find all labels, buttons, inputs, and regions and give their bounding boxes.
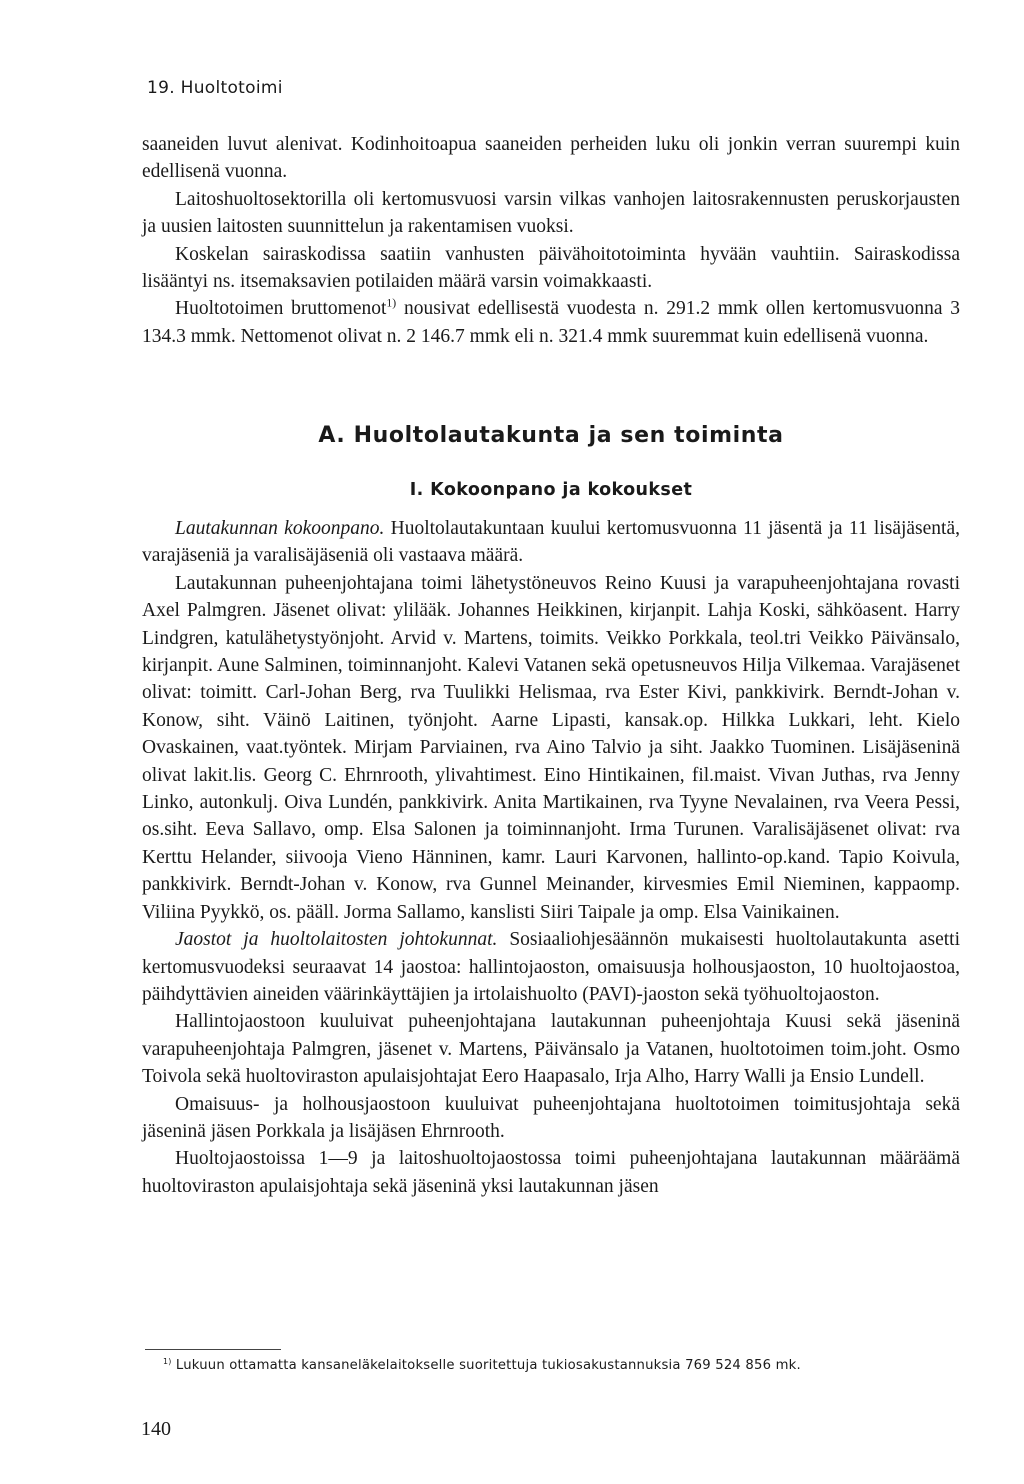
paragraph: Omaisuus- ja holhousjaostoon kuuluivat puheenjohtajana huoltotoimen toimitusjohtaja sekä jäseninä jäsen Porkkala ja lisäjäsen Ehrnrooth.: [142, 1093, 960, 1142]
footnote-mark: 1): [163, 1356, 172, 1366]
section-title: A. Huoltolautakunta ja sen toiminta: [318, 423, 784, 448]
footnote-reference[interactable]: 1): [386, 296, 397, 310]
paragraph: Hallintojaostoon kuuluivat puheenjohtajana lautakunnan puheenjohtaja Kuusi sekä jäseninä varapuheenjohtaja Palmgren, jäsenet v. Martens, Päivänsalo ja Vatanen, huoltotoimen toim.joht. Osmo Toivola sekä huoltoviraston apulaisjohtajat Eero Haapasalo, Irja Alho, Harry Walli ja Ensio Lundell.: [142, 1011, 960, 1088]
run-in-heading: Jaostot ja huoltolaitosten johtokunnat.: [175, 929, 498, 951]
running-head: 19. Huoltotoimi: [147, 78, 283, 98]
paragraph: saaneiden luvut alenivat. Kodinhoitoapua saaneiden perheiden luku oli jonkin verran suurempi kuin edellisenä vuonna.: [142, 134, 960, 183]
intro-text-block: [142, 131, 960, 350]
paragraph-text: nousivat edellisestä vuodesta n. 291.2 mmk ollen kertomusvuonna 3 134.3 mmk. Nettomenot olivat n. 2 146.7 mmk eli n. 321.4 mmk suuremmat kuin edellisenä vuonna.: [142, 298, 960, 347]
paragraph: Lautakunnan puheenjohtajana toimi lähetystöneuvos Reino Kuusi ja varapuheenjohtajana rovasti Axel Palmgren. Jäsenet olivat: ylilääk. Johannes Heikkinen, kirjanpit. Lahja Koski, sähköasent. Harry Lindgren, katulähetystyönjoht. Arvid v. Martens, toimits. Veikko Porkkala, teol.tri Veikko Päivänsalo, kirjanpit. Aune Salminen, toiminnanjoht. Kalevi Vatanen sekä opetusneuvos Hilja Vilkemaa. Varajäsenet olivat: toimitt. Carl-Johan Berg, rva Tuulikki Helismaa, rva Ester Kivi, pankkivirk. Berndt-Johan v. Konow, siht. Väinö Laitinen, työnjoht. Aarne Lipasti, kansak.op. Hilkka Lukkari, leht. Kielo Ovaskainen, vaat.työntek. Mirjam Parviainen, rva Aino Talvio ja siht. Jaakko Tuominen. Lisäjäseninä olivat lakit.lis. Georg C. Ehrnrooth, ylivahtimest. Eino Hintikainen, fil.maist. Vivan Juthas, rva Jenny Linko, autonkulj. Oiva Lundén, pankkivirk. Anita Martikainen, rva Tyyne Nevalainen, rva Veera Pessi, os.siht. Eeva Sallavo, omp. Elsa Salonen ja toiminnanjoht. Irma Turunen. Varalisäjäsenet olivat: rva Kerttu Helander, siivooja Vieno Hänninen, kamr. Lauri Karvonen, hallinto-op.kand. Tapio Koivula, pankkivirk. Berndt-Johan v. Konow, rva Gunnel Meinander, kirvesmies Emil Nieminen, kappaomp. Viliina Pyykkö, os. pääll. Jorma Sallamo, kanslisti Siiri Taipale ja omp. Elsa Vainikainen.: [142, 572, 960, 923]
paragraph: Koskelan sairaskodissa saatiin vanhusten päivähoitotoiminta hyvään vauhtiin. Sairaskodissa lisääntyi ns. itsemaksavien potilaiden määrä varsin voimakkaasti.: [142, 243, 960, 293]
run-in-heading: Lautakunnan kokoonpano.: [175, 518, 385, 539]
paragraph-text: Sosiaaliohjesäännön mukaisesti huoltolautakunta asetti kertomusvuodeksi seuraavat 14 jaostoa: hallintojaoston, omaisuusja holhousjaoston, 10 huoltojaostoa, päihdyttävien aineiden väärinkäyttäjien ja irtolaishuolto (PAVI)-jaoston sekä työhuoltojaoston.: [142, 929, 960, 1005]
paragraph: Huoltojaostoissa 1—9 ja laitoshuoltojaostossa toimi puheenjohtajana lautakunnan määräämä huoltoviraston apulaisjohtaja sekä jäseninä yksi lautakunnan jäsen: [142, 1148, 960, 1197]
paragraph: Laitoshuoltosektorilla oli kertomusvuosi varsin vilkas vanhojen laitosrakennusten peruskorjausten ja uusien laitosten suunnittelun ja rakentamisen vuoksi.: [142, 188, 960, 238]
subsection-title: I. Kokoonpano ja kokoukset: [409, 480, 693, 500]
paragraph-text: Huoltolautakuntaan kuului kertomusvuonna 11 jäsentä ja 11 lisäjäsentä, varajäseniä ja varalisäjäseniä oli vastaava määrä.: [142, 518, 960, 567]
page-number: 140: [141, 1418, 171, 1440]
paragraph: [142, 515, 960, 570]
paragraph: [142, 295, 960, 350]
paragraph: [142, 926, 960, 1008]
paragraph-text: Huoltotoimen bruttomenot: [175, 298, 387, 320]
footnote-divider: [145, 1349, 281, 1350]
body-text-block: [142, 515, 960, 1200]
footnote-text: Lukuun ottamatta kansaneläkelaitokselle suoritettuja tukiosakustannuksia 769 524 856 mk.: [171, 1358, 801, 1373]
footnote: [163, 1358, 960, 1373]
